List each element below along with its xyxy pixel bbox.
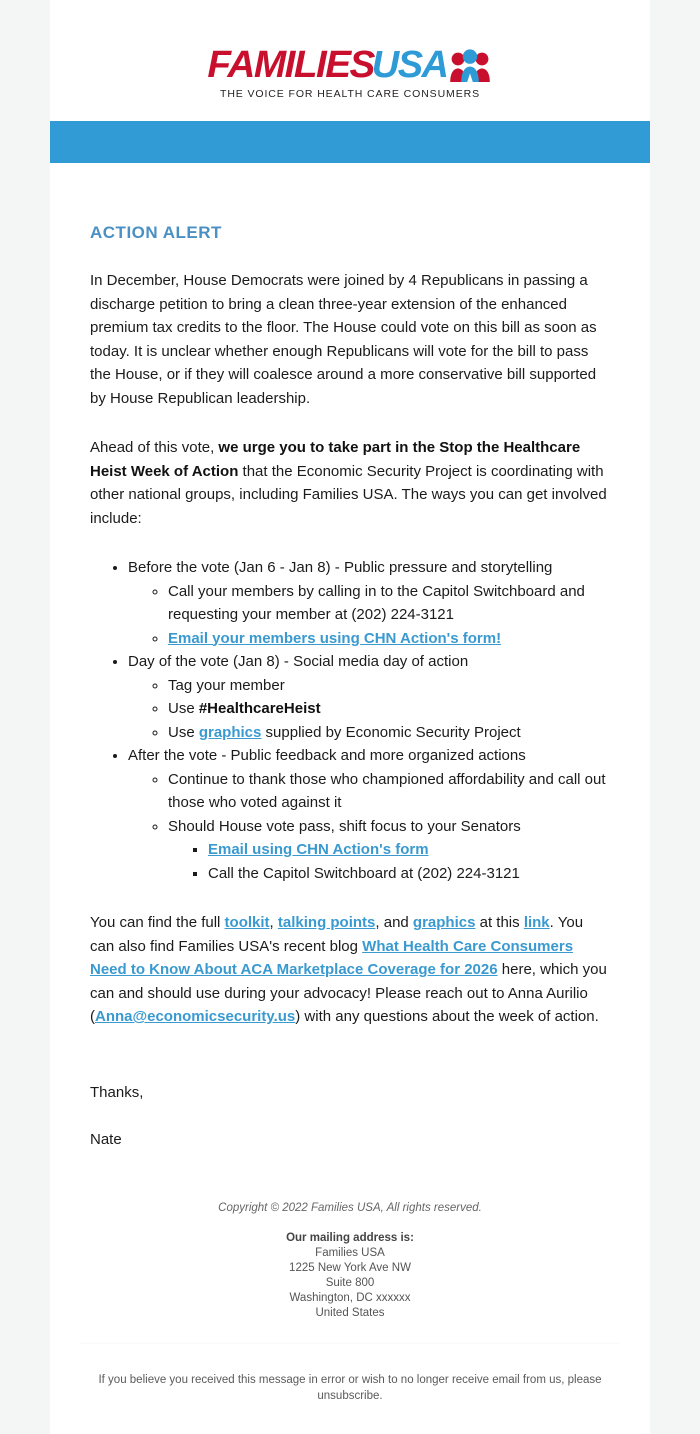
unsubscribe-notice[interactable]: If you believe you received this message in error or wish to no longer receive email from us, please unsubscribe.	[98, 1373, 602, 1402]
resources-s1: You can find the full	[90, 914, 225, 931]
logo-wordmark	[206, 44, 492, 86]
copyright-text: Copyright © 2022 Families USA, All rights reserved.	[218, 1201, 482, 1214]
email-members-chn-link[interactable]: Email your members using CHN Action's form!	[168, 629, 502, 647]
logo-word-families: FAMILIES	[206, 44, 374, 86]
resources-s6: here, which you can and should use during your advocacy! Please reach out to Anna Aurilio (	[90, 961, 607, 1025]
list-item	[128, 744, 610, 885]
list-item	[168, 721, 610, 745]
call-switchboard-text: Call your members by calling in to the Capitol Switchboard and requesting your member at (202) 224-3121	[168, 582, 585, 623]
address-line: 1225 New York Ave NW	[289, 1261, 411, 1274]
address-line: Families USA	[315, 1246, 385, 1259]
address-line: United States	[315, 1306, 385, 1319]
hashtag-healthcareheist: #HealthcareHeist	[198, 700, 321, 717]
use-graphics-prefix: Use	[168, 723, 199, 741]
list-item	[168, 768, 610, 815]
paragraph-resources	[90, 911, 610, 1029]
footer-divider	[80, 1343, 620, 1344]
graphics-resource-link[interactable]: graphics	[412, 914, 476, 931]
address-line: Washington, DC xxxxxx	[289, 1291, 411, 1304]
resources-s4: at this	[475, 914, 524, 931]
tag-your-member-text: Tag your member	[168, 676, 285, 694]
list-item	[168, 580, 610, 627]
families-usa-logo[interactable]	[206, 44, 492, 100]
list-item	[168, 815, 610, 886]
use-hashtag-prefix: Use	[168, 700, 199, 717]
toolkit-link[interactable]: toolkit	[224, 914, 270, 931]
cta-bold-text: we urge you to take part in the Stop the Healthcare Heist Week of Action	[90, 439, 581, 480]
signoff-thanks: Thanks,	[90, 1083, 144, 1101]
list-item	[128, 650, 610, 744]
logo-word-usa: USA	[371, 44, 448, 86]
logo-tagline: THE VOICE FOR HEALTH CARE CONSUMERS	[220, 88, 480, 100]
thank-champions-text: Continue to thank those who championed affordability and call out those who voted against it	[168, 770, 606, 811]
paragraph-intro: In December, House Democrats were joined by 4 Republicans in passing a discharge petition to bring a clean three-year extension of the enhanced premium tax credits to the floor. The House could vote on this bill as soon as today. It is unclear whether enough Republicans will vote for the bill to pass the House, or if they will coalesce around a more conservative bill supported by House Republican leadership.	[90, 272, 597, 407]
list-item[interactable]	[168, 627, 610, 651]
bullet-after-vote-label: After the vote - Public feedback and more organized actions	[128, 747, 526, 764]
mailing-address-heading: Our mailing address is:	[286, 1231, 414, 1244]
list-item[interactable]	[208, 838, 610, 862]
email-body	[50, 163, 650, 1152]
sub-list-day-of-vote	[128, 674, 610, 745]
call-switchboard-senators-text: Call the Capitol Switchboard at (202) 224-3121	[208, 864, 520, 882]
header-blue-banner	[50, 121, 650, 163]
list-item	[168, 674, 610, 698]
email-header	[50, 0, 650, 120]
list-item	[208, 862, 610, 886]
families-usa-people-mark-icon	[449, 49, 491, 83]
list-item	[128, 556, 610, 650]
anna-email-link[interactable]: Anna@economicsecurity.us	[95, 1008, 296, 1025]
graphics-link[interactable]: graphics	[198, 723, 262, 741]
shift-focus-senators-text: Should House vote pass, shift focus to your Senators	[168, 817, 521, 835]
cta-tail-text: that the Economic Security Project is coordinating with other national groups, including Families USA. The ways you can get involved include:	[90, 462, 607, 527]
resources-s2: ,	[269, 914, 278, 931]
blog-post-link[interactable]: What Health Care Consumers Need to Know About ACA Marketplace Coverage for 2026	[90, 937, 574, 978]
resources-s3: , and	[375, 914, 413, 931]
email-footer	[50, 1176, 650, 1354]
bullet-day-of-vote-label: Day of the vote (Jan 8) - Social media day of action	[128, 653, 469, 670]
address-line: Suite 800	[325, 1276, 375, 1289]
sub-sub-list-senators	[168, 838, 610, 885]
sub-list-before-vote	[128, 580, 610, 651]
signoff-block	[90, 1081, 610, 1152]
email-chn-action-form-link[interactable]: Email using CHN Action's form	[208, 841, 429, 858]
signoff-name: Nate	[90, 1131, 122, 1148]
email-container	[50, 0, 650, 1434]
list-item	[168, 697, 610, 721]
resources-s7: ) with any questions about the week of action.	[295, 1008, 599, 1025]
action-alert-heading: ACTION ALERT	[90, 223, 222, 242]
use-graphics-suffix: supplied by Economic Security Project	[261, 723, 521, 741]
bullet-before-vote-label: Before the vote (Jan 6 - Jan 8) - Public pressure and storytelling	[128, 559, 553, 576]
toolkit-this-link[interactable]: link	[523, 914, 550, 931]
action-list	[90, 556, 610, 885]
paragraph-call-to-action	[90, 436, 610, 530]
talking-points-link[interactable]: talking points	[277, 914, 376, 931]
cta-lead-text: Ahead of this vote,	[90, 439, 219, 456]
sub-list-after-vote	[128, 768, 610, 886]
resources-s5: . You can also find Families USA's recent blog	[90, 914, 584, 955]
